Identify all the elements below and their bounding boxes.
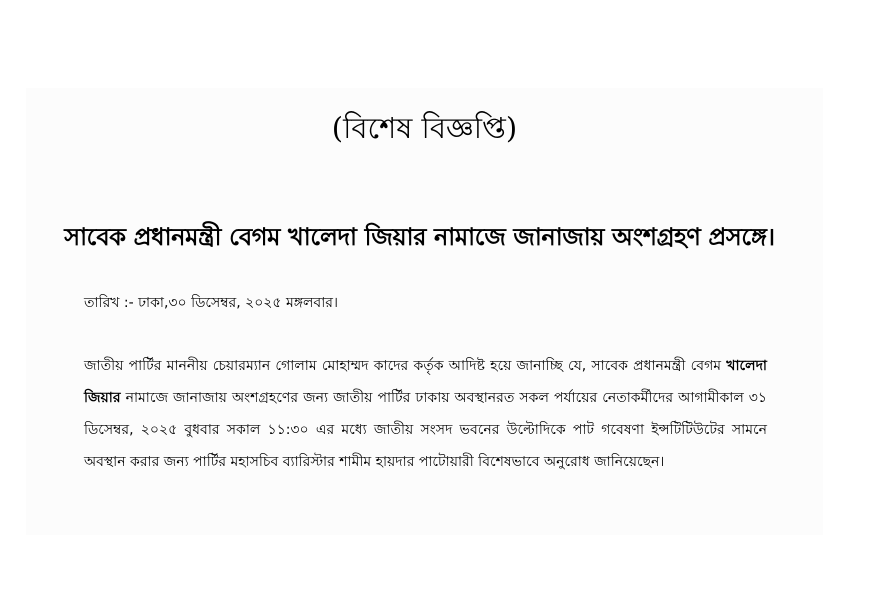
body-text-part-1: জাতীয় পার্টির মাননীয় চেয়ারম্যান গোলাম মোহাম্মদ কাদের কর্তৃক আদিষ্ট হয়ে জানাচ্ছি যে, সাবেক প্রধানমন্ত্রী বেগম bbox=[84, 358, 727, 374]
notice-date: তারিখ :- ঢাকা,৩০ ডিসেম্বর, ২০২৫ মঙ্গলবার। bbox=[84, 295, 338, 311]
notice-title: (বিশেষ বিজ্ঞপ্তি) bbox=[331, 111, 518, 145]
notice-subject: সাবেক প্রধানমন্ত্রী বেগম খালেদা জিয়ার নামাজে জানাজায় অংশগ্রহণ প্রসঙ্গে। bbox=[64, 223, 775, 251]
body-text-part-2: নামাজে জানাজায় অংশগ্রহণের জন্য জাতীয় পার্টির ঢাকায় অবস্থানরত সকল পর্যায়ের নেতাকর্মীদের আগামীকাল ৩১ ডিসেম্বর, ২০২৫ বুধবার সকাল ১১:৩০ এর মধ্যে জাতীয় সংসদ ভবনের উল্টোদিকে পাট গবেষণা ইন্সটিটিউটের সামনে অবস্থান করার জন্য পার্টির মহাসচিব ব্যারিস্টার শামীম হায়দার পাটোয়ারী বিশেষভাবে অনুরোধ জানিয়েছেন। bbox=[84, 390, 767, 470]
press-release-document bbox=[26, 88, 823, 535]
notice-body bbox=[84, 350, 767, 478]
body-text-bold-name: খালেদা জিয়ার bbox=[84, 358, 767, 406]
